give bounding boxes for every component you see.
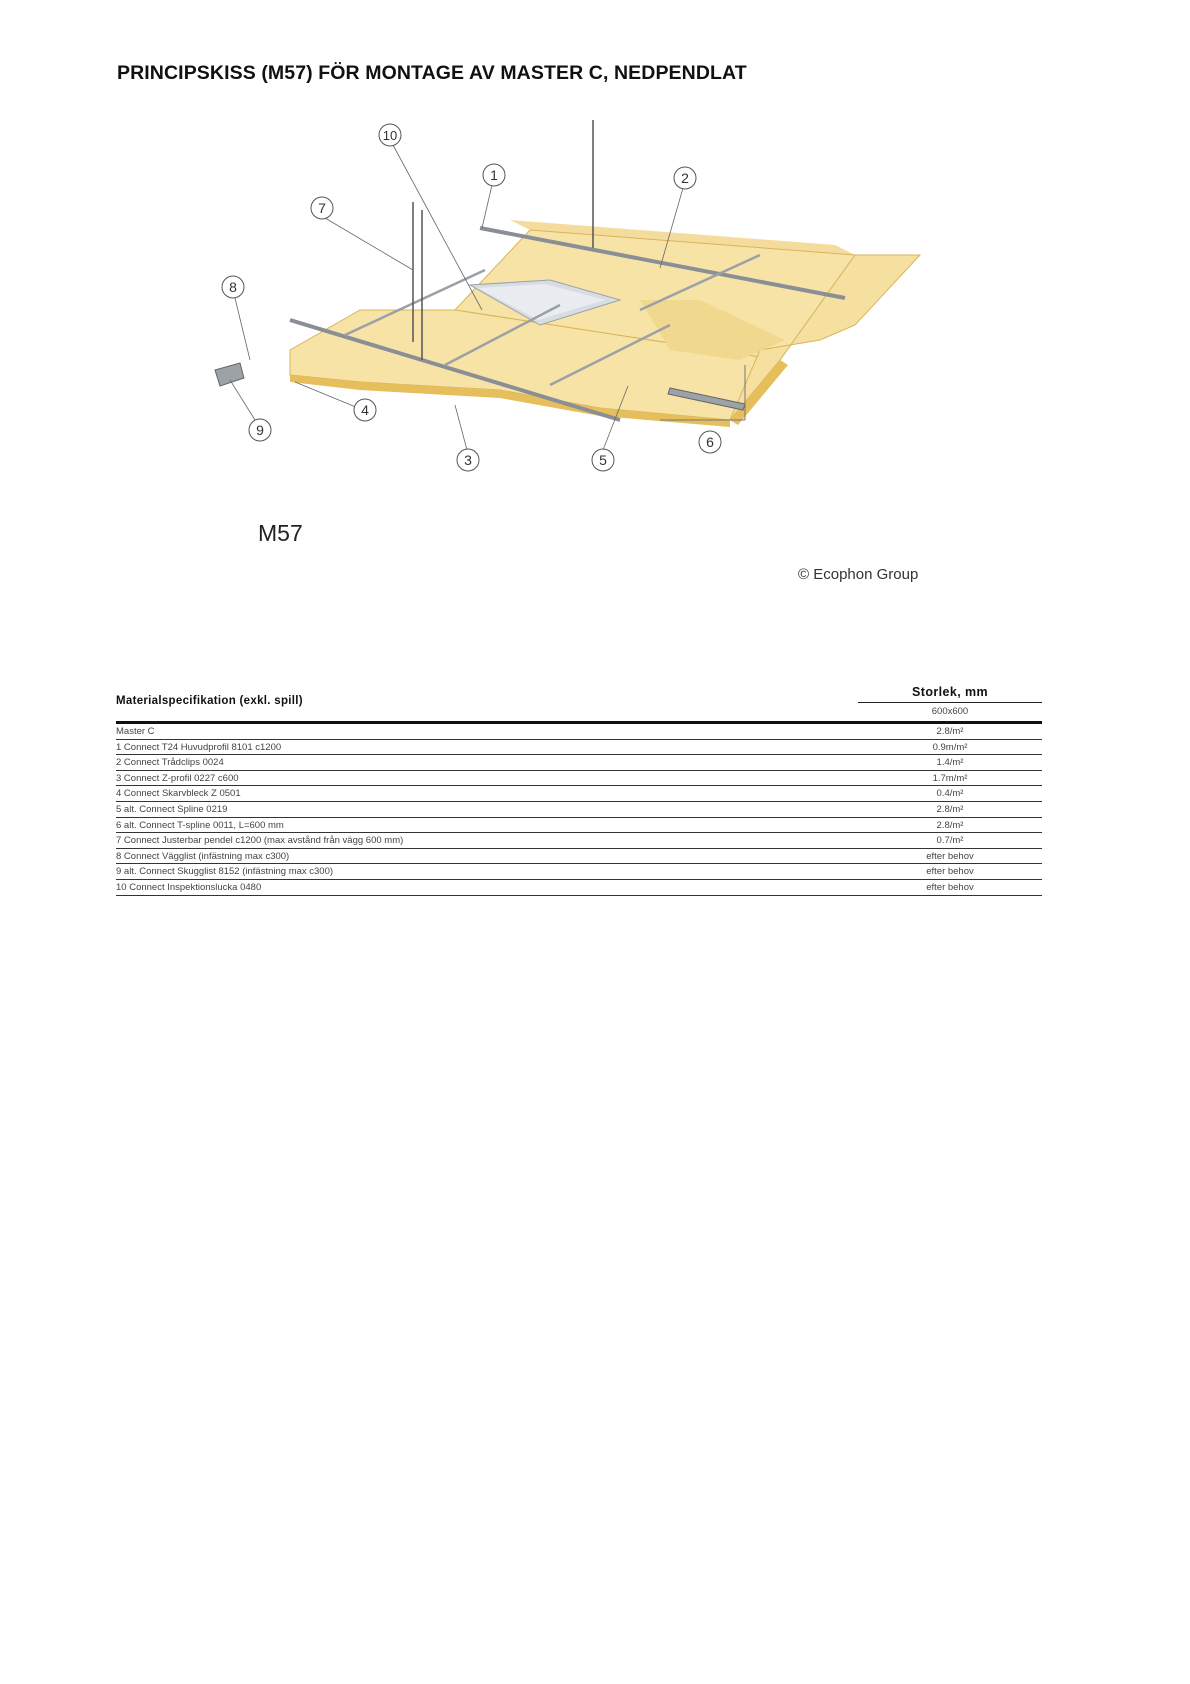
spec-item-value: 0.9m/m²	[932, 741, 968, 753]
spec-item-value: efter behov	[926, 881, 974, 893]
callout-10	[379, 124, 401, 146]
table-row	[116, 740, 1042, 756]
svg-text:4: 4	[361, 402, 369, 418]
spec-item-value: 2.8/m²	[936, 819, 964, 831]
callout-5	[592, 449, 614, 471]
page-title: PRINCIPSKISS (M57) FÖR MONTAGE AV MASTER C, NEDPENDLAT	[117, 62, 747, 84]
material-spec-table	[116, 683, 1042, 896]
spec-item-value: 1.4/m²	[936, 757, 964, 769]
spec-item-label: 9 alt. Connect Skugglist 8152 (infästning max c300)	[116, 866, 334, 878]
spec-item-label: 3 Connect Z-profil 0227 c600	[116, 772, 239, 784]
table-row	[116, 724, 1042, 740]
spec-item-label: 7 Connect Justerbar pendel c1200 (max avstånd från vägg 600 mm)	[116, 835, 404, 847]
table-row	[116, 864, 1042, 880]
spec-item-value: efter behov	[926, 866, 974, 878]
spec-item-label: 8 Connect Vägglist (infästning max c300)	[116, 850, 290, 862]
svg-text:7: 7	[318, 200, 326, 216]
spec-table-header	[116, 683, 1042, 724]
table-row	[116, 786, 1042, 802]
svg-text:10: 10	[382, 128, 398, 143]
callout-4	[354, 399, 376, 421]
table-row	[116, 802, 1042, 818]
table-row	[116, 833, 1042, 849]
svg-text:1: 1	[490, 167, 498, 183]
callout-2	[674, 167, 696, 189]
svg-text:2: 2	[681, 170, 689, 186]
spec-item-value: 2.8/m²	[936, 803, 964, 815]
spec-item-value: 0.7/m²	[936, 835, 964, 847]
spec-item-value: 1.7m/m²	[932, 772, 968, 784]
table-row	[116, 849, 1042, 865]
svg-text:3: 3	[464, 452, 472, 468]
spec-item-label: 2 Connect Trådclips 0024	[116, 757, 224, 769]
spec-item-label: Master C	[116, 726, 155, 737]
svg-text:5: 5	[599, 452, 607, 468]
spec-item-label: 1 Connect T24 Huvudprofil 8101 c1200	[116, 741, 282, 753]
spec-item-label: 5 alt. Connect Spline 0219	[116, 803, 228, 815]
spec-table-body	[116, 724, 1042, 896]
callout-1	[483, 164, 505, 186]
ceiling-installation-diagram	[200, 120, 960, 580]
callout-6	[699, 431, 721, 453]
callout-3	[457, 449, 479, 471]
spec-item-label: 10 Connect Inspektionslucka 0480	[116, 881, 262, 893]
spec-item-label: 4 Connect Skarvbleck Z 0501	[116, 788, 241, 800]
figure-label: M57	[258, 520, 303, 546]
spec-item-value: 0.4/m²	[936, 788, 964, 800]
table-row	[116, 880, 1042, 896]
spec-item-value: 2.8/m²	[936, 726, 964, 737]
spec-header-right: Storlek, mm	[912, 685, 988, 699]
svg-text:8: 8	[229, 279, 237, 295]
spec-item-label: 6 alt. Connect T-spline 0011, L=600 mm	[116, 819, 284, 831]
callout-9	[249, 419, 271, 441]
spec-header-size: 600x600	[858, 702, 1042, 717]
svg-text:9: 9	[256, 422, 264, 438]
wall-angle-part	[215, 363, 244, 386]
table-row	[116, 818, 1042, 834]
svg-text:6: 6	[706, 434, 714, 450]
copyright-notice: © Ecophon Group	[798, 566, 919, 583]
callout-7	[311, 197, 333, 219]
callout-8	[222, 276, 244, 298]
table-row	[116, 755, 1042, 771]
spec-header-left: Materialspecifikation (exkl. spill)	[116, 695, 303, 707]
spec-item-value: efter behov	[926, 850, 974, 862]
table-row	[116, 771, 1042, 787]
